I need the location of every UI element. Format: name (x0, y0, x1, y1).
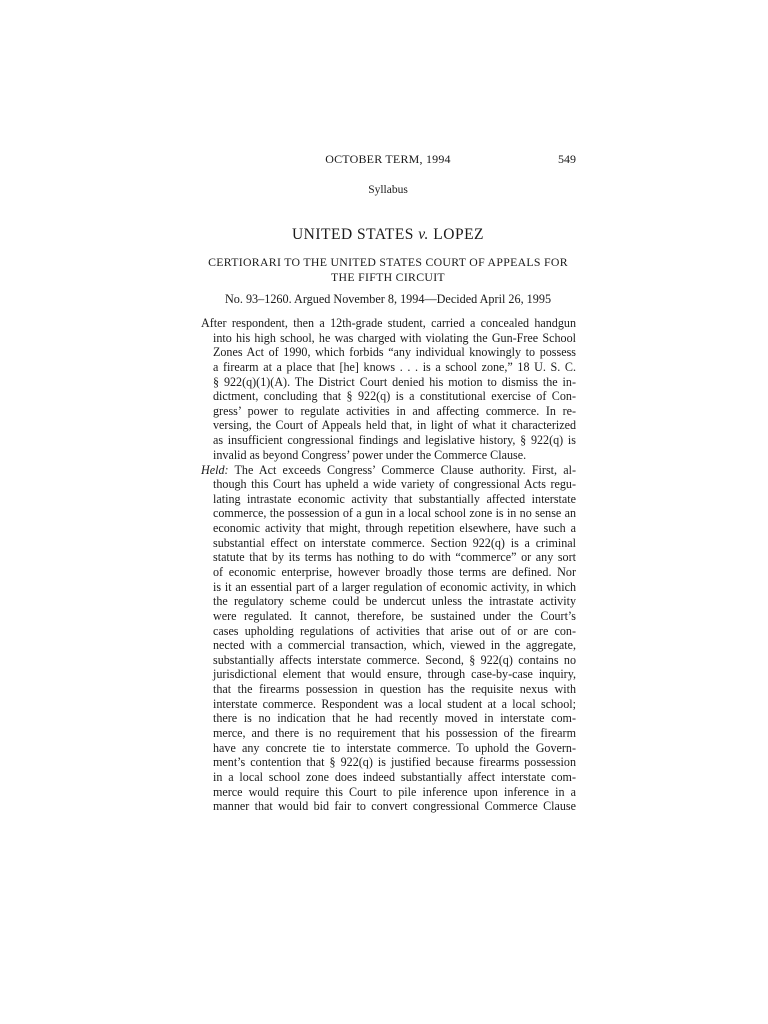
case-title (200, 226, 576, 244)
paragraph-1-line: gress’ power to regulate activities in and affecting commerce. In re- (213, 403, 576, 418)
case-title-party-2: LOPEZ (428, 226, 484, 243)
certiorari-heading (200, 255, 576, 284)
certiorari-line-1: CERTIORARI TO THE UNITED STATES COURT OF APPEALS FOR (208, 255, 568, 269)
held-paragraph-line: interstate commerce. Respondent was a local student at a local school; (213, 696, 576, 711)
held-paragraph-line: were regulated. It cannot, therefore, be sustained under the Court’s (213, 608, 576, 623)
held-paragraph-line: in a local school zone does indeed substantially affect interstate com- (213, 769, 576, 784)
case-title-versus: v. (418, 226, 429, 243)
held-paragraph-line: have any concrete tie to interstate commerce. To uphold the Govern- (213, 740, 576, 755)
held-paragraph-line: is it an essential part of a larger regulation of economic activity, in which (213, 579, 576, 594)
term-header: OCTOBER TERM, 1994 (325, 152, 451, 166)
held-paragraph-line: merce, and there is no requirement that his possession of the firearm (213, 726, 576, 741)
paragraph-1-line: Zones Act of 1990, which forbids “any individual knowingly to possess (213, 345, 576, 360)
held-paragraph-line: merce would require this Court to pile inference upon inference in a (213, 784, 576, 799)
paragraph-1-line: versing, the Court of Appeals held that, in light of what it characterized (213, 418, 576, 433)
paragraph-1-line: After respondent, then a 12th-grade student, carried a concealed handgun (201, 316, 576, 330)
paragraph-1-line: dictment, concluding that § 922(q) is a constitutional exercise of Con- (213, 389, 576, 404)
syllabus-paragraph-1 (201, 316, 576, 462)
held-paragraph-line: there is no indication that he had recently moved in interstate com- (213, 711, 576, 726)
held-paragraph-line: ment’s contention that § 922(q) is justified because firearms possession (213, 755, 576, 770)
paragraph-1-line: a firearm at a place that [he] knows . . . is a school zone,” 18 U. S. C. (213, 359, 576, 374)
certiorari-line-2: THE FIFTH CIRCUIT (331, 269, 445, 284)
held-paragraph-line: economic activity that might, through repetition elsewhere, have such a (213, 521, 576, 536)
held-paragraph-line: lating intrastate economic activity that substantially affected interstate (213, 491, 576, 506)
held-paragraph-line: that the firearms possession in question has the requisite nexus with (213, 682, 576, 697)
held-first-line-text: The Act exceeds Congress’ Commerce Clause authority. First, al- (228, 462, 576, 477)
held-paragraph-line: commerce, the possession of a gun in a local school zone is in no sense an (213, 506, 576, 521)
held-first-line (201, 463, 576, 478)
page-number: 549 (558, 152, 576, 166)
held-paragraph-line: nected with a commercial transaction, which, viewed in the aggregate, (213, 638, 576, 653)
running-head (200, 152, 576, 170)
case-title-party-1: UNITED STATES (291, 226, 419, 243)
held-paragraph-line: manner that would bid fair to convert congressional Commerce Clause (213, 799, 576, 814)
held-paragraph-line: substantially affects interstate commerce. Second, § 922(q) contains no (213, 652, 576, 667)
paragraph-1-line: as insufficient congressional findings and legislative history, § 922(q) is (213, 433, 576, 448)
held-paragraph-line: the regulatory scheme could be undercut unless the intrastate activity (213, 594, 576, 609)
held-paragraph-line: cases upholding regulations of activities that arise out of or are con- (213, 623, 576, 638)
paragraph-1-line: § 922(q)(1)(A). The District Court denied his motion to dismiss the in- (213, 374, 576, 389)
held-paragraph-line: substantial effect on interstate commerce. Section 922(q) is a criminal (213, 535, 576, 550)
held-paragraph-line: of economic enterprise, however broadly those terms are defined. Nor (213, 564, 576, 579)
held-label: Held: (201, 462, 229, 477)
held-paragraph-line: statute that by its terms has nothing to do with “commerce” or any sort (213, 550, 576, 565)
docket-line: No. 93–1260. Argued November 8, 1994—Decided April 26, 1995 (224, 292, 552, 306)
held-paragraph-line: jurisdictional element that would ensure, through case-by-case inquiry, (213, 667, 576, 682)
syllabus-paragraph-held (201, 463, 576, 814)
paragraph-1-line: invalid as beyond Congress’ power under the Commerce Clause. (213, 447, 527, 462)
held-paragraph-line: though this Court has upheld a wide variety of congressional Acts regu- (213, 477, 576, 492)
section-label: Syllabus (368, 184, 408, 196)
paragraph-1-line: into his high school, he was charged with violating the Gun-Free School (213, 330, 576, 345)
